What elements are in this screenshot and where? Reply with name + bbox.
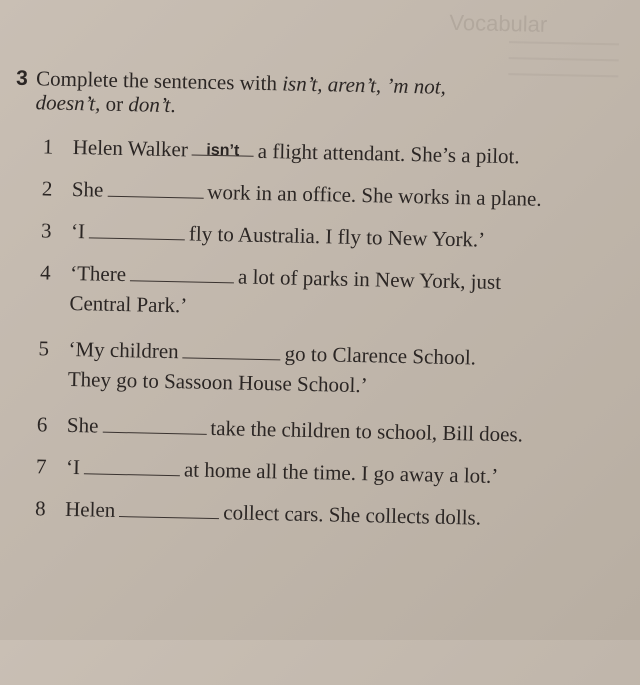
sentence-7: 7 ‘I at home all the time. I go away a lot.’ — [35, 454, 499, 488]
exercise-instruction: Complete the sentences with isn’t, aren’t, ’m not, doesn’t, or don’t. — [35, 66, 447, 118]
sentence-3: 3 ‘I fly to Australia. I fly to New York.’ — [40, 218, 486, 252]
answer-blank-4[interactable] — [130, 260, 234, 283]
background-lines — [508, 41, 619, 91]
sentence-5: 5 ‘My children go to Clarence School. They go to Sassoon House School.’ — [38, 336, 477, 398]
answer-blank-3[interactable] — [89, 217, 185, 240]
answer-blank-1[interactable]: isn’t — [192, 134, 254, 156]
answer-blank-6[interactable] — [102, 412, 206, 435]
answer-blank-8[interactable] — [119, 496, 219, 519]
exercise-number: 3 — [15, 66, 29, 91]
sentence-2: 2 She work in an office. She works in a plane. — [41, 176, 542, 211]
sentence-8: 8 Helen collect cars. She collects dolls. — [34, 496, 482, 530]
answer-blank-5[interactable] — [183, 337, 281, 360]
sentence-1: 1 Helen Walker isn’t a flight attendant. She’s a pilot. — [42, 134, 520, 169]
answer-blank-2[interactable] — [107, 176, 203, 199]
sentence-6: 6 She take the children to school, Bill does. — [36, 412, 524, 447]
sentence-4: 4 ‘There a lot of parks in New York, just Central Park.’ — [39, 260, 502, 318]
answer-blank-7[interactable] — [84, 453, 180, 476]
background-title: Vocabular — [449, 9, 548, 37]
